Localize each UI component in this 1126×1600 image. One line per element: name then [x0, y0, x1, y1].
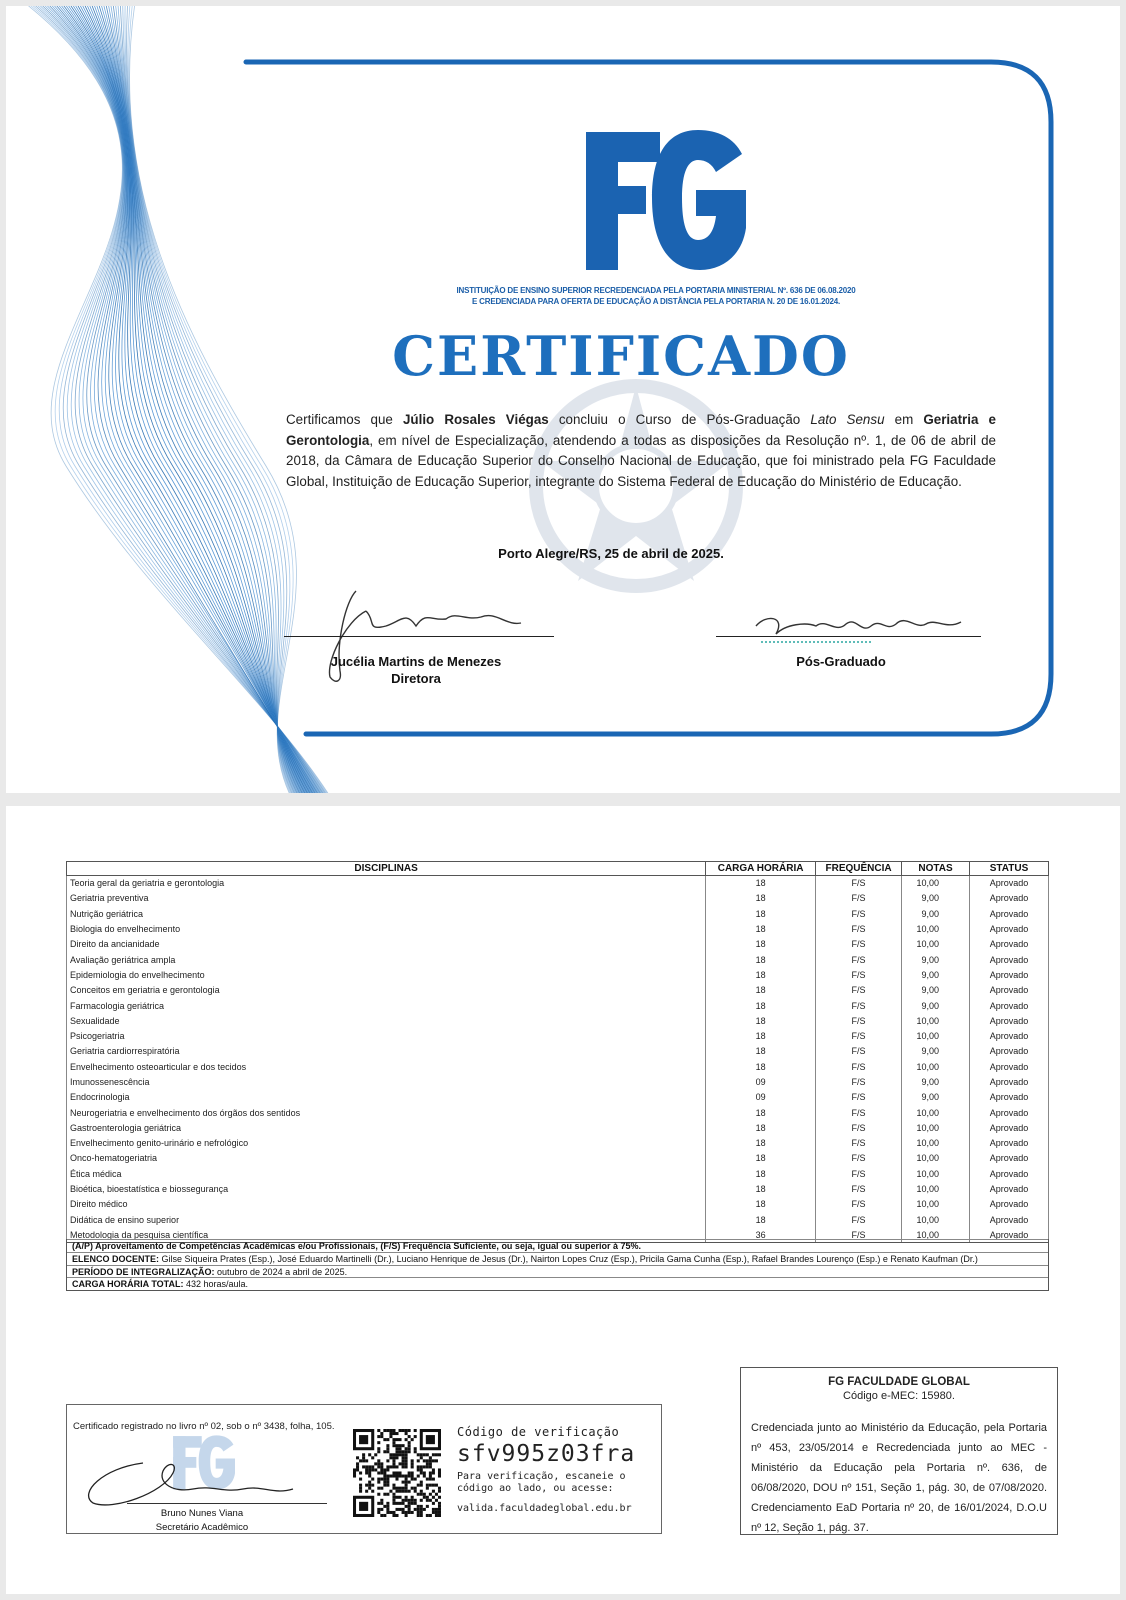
hours-cell: 18 [706, 967, 816, 982]
verification-url[interactable]: valida.faculdadeglobal.edu.br [457, 1503, 632, 1514]
frequency-cell: F/S [816, 1212, 902, 1227]
header-grades: NOTAS [902, 862, 970, 876]
grade-cell: 10,00 [902, 1227, 970, 1242]
hours-cell: 18 [706, 1212, 816, 1227]
status-cell: Aprovado [970, 1181, 1049, 1196]
registration-text: Certificado registrado no livro nº 02, sob o nº 3438, folha, 105. [73, 1421, 335, 1432]
frequency-cell: F/S [816, 952, 902, 967]
verification-block [457, 1425, 657, 1514]
certificate-body [286, 410, 996, 492]
hours-cell: 18 [706, 1136, 816, 1151]
discipline-cell: Avaliação geriátrica ampla [67, 952, 706, 967]
status-cell: Aprovado [970, 1028, 1049, 1043]
grade-cell: 10,00 [902, 1059, 970, 1074]
status-cell: Aprovado [970, 891, 1049, 906]
grade-cell: 9,00 [902, 952, 970, 967]
table-row [67, 1212, 1049, 1227]
status-cell: Aprovado [970, 1227, 1049, 1242]
table-row [67, 1166, 1049, 1181]
hours-cell: 18 [706, 998, 816, 1013]
hours-cell: 18 [706, 983, 816, 998]
frequency-cell: F/S [816, 1090, 902, 1105]
discipline-cell: Metodologia da pesquisa científica [67, 1227, 706, 1242]
table-row [67, 1044, 1049, 1059]
frequency-cell: F/S [816, 1197, 902, 1212]
secretary-signature [73, 1453, 313, 1513]
secretary-role: Secretário Acadêmico [155, 1522, 249, 1533]
status-cell: Aprovado [970, 983, 1049, 998]
frequency-cell: F/S [816, 1105, 902, 1120]
grade-cell: 10,00 [902, 1212, 970, 1227]
frequency-cell: F/S [816, 906, 902, 921]
frequency-cell: F/S [816, 1059, 902, 1074]
institution-line-1: INSTITUIÇÃO DE ENSINO SUPERIOR RECREDENCIADA PELA PORTARIA MINISTERIAL Nº. 636 DE 06.08.2020 [456, 286, 856, 295]
discipline-cell: Endocrinologia [67, 1090, 706, 1105]
body-part-3: em [884, 412, 924, 427]
hours-cell: 18 [706, 1181, 816, 1196]
frequency-cell: F/S [816, 1227, 902, 1242]
grade-cell: 10,00 [902, 1105, 970, 1120]
registration-box [66, 1404, 662, 1534]
transcript-page [6, 806, 1120, 1594]
grade-cell: 9,00 [902, 998, 970, 1013]
status-cell: Aprovado [970, 906, 1049, 921]
discipline-cell: Direito da ancianidade [67, 937, 706, 952]
table-row [67, 1151, 1049, 1166]
grades-table [66, 861, 1049, 1243]
graduate-role: Pós-Graduado [796, 654, 886, 669]
discipline-cell: Psicogeriatria [67, 1028, 706, 1043]
grade-cell: 9,00 [902, 1090, 970, 1105]
table-row [67, 1105, 1049, 1120]
discipline-cell: Onco-hematogeriatria [67, 1151, 706, 1166]
hours-cell: 18 [706, 1197, 816, 1212]
status-cell: Aprovado [970, 1074, 1049, 1089]
table-row [67, 1181, 1049, 1196]
discipline-cell: Farmacologia geriátrica [67, 998, 706, 1013]
discipline-cell: Biologia do envelhecimento [67, 921, 706, 936]
table-row [67, 876, 1049, 891]
director-name: Jucélia Martins de Menezes [330, 654, 502, 669]
verification-label: Código de verificação [457, 1425, 620, 1439]
frequency-cell: F/S [816, 1151, 902, 1166]
frequency-cell: F/S [816, 983, 902, 998]
grade-cell: 9,00 [902, 967, 970, 982]
grade-cell: 9,00 [902, 1044, 970, 1059]
table-row [67, 952, 1049, 967]
frequency-cell: F/S [816, 1074, 902, 1089]
discipline-cell: Bioética, bioestatística e biossegurança [67, 1181, 706, 1196]
grade-cell: 10,00 [902, 1136, 970, 1151]
total-hours-label: CARGA HORÁRIA TOTAL: [72, 1279, 186, 1290]
lato-sensu: Lato Sensu [810, 412, 885, 427]
discipline-cell: Teoria geral da geriatria e gerontologia [67, 876, 706, 891]
faculty-row [67, 1252, 1048, 1265]
table-header-row [67, 862, 1049, 876]
table-row [67, 1013, 1049, 1028]
secretary-name: Bruno Nunes Viana [160, 1508, 244, 1519]
table-row [67, 1120, 1049, 1135]
period-row [67, 1265, 1048, 1278]
verification-qr-code[interactable] [353, 1429, 441, 1517]
frequency-cell: F/S [816, 998, 902, 1013]
grade-cell: 9,00 [902, 983, 970, 998]
grade-cell: 9,00 [902, 906, 970, 921]
institution-line-2: E CREDENCIADA PARA OFERTA DE EDUCAÇÃO A DISTÂNCIA PELA PORTARIA N. 20 DE 16.01.2024. [472, 297, 840, 306]
status-cell: Aprovado [970, 952, 1049, 967]
status-cell: Aprovado [970, 1197, 1049, 1212]
verification-code: sfv995z03fra [457, 1441, 636, 1467]
institution-name: FG FACULDADE GLOBAL [828, 1376, 970, 1388]
status-cell: Aprovado [970, 1166, 1049, 1181]
hours-cell: 18 [706, 1028, 816, 1043]
discipline-cell: Ética médica [67, 1166, 706, 1181]
grade-cell: 10,00 [902, 1181, 970, 1196]
hours-cell: 18 [706, 1059, 816, 1074]
fg-logo [586, 124, 756, 274]
table-row [67, 1197, 1049, 1212]
hours-cell: 18 [706, 1120, 816, 1135]
hours-cell: 18 [706, 1044, 816, 1059]
frequency-cell: F/S [816, 1028, 902, 1043]
grade-cell: 10,00 [902, 1028, 970, 1043]
hours-cell: 18 [706, 1013, 816, 1028]
grade-cell: 10,00 [902, 1197, 970, 1212]
status-cell: Aprovado [970, 1105, 1049, 1120]
frequency-cell: F/S [816, 967, 902, 982]
table-row [67, 891, 1049, 906]
header-hours: CARGA HORÁRIA [706, 862, 816, 876]
frequency-cell: F/S [816, 1044, 902, 1059]
faculty-list: Gilse Siqueira Prates (Esp.), José Eduardo Martinelli (Dr.), Luciano Henrique de Jesus (Dr.), Nairton Lopes Cruz (Esp.), Pricila Gama Cunha (Esp.), Rafael Brandes Lourenço (Esp.) e Renato Kaufman (Dr.) [161, 1253, 978, 1264]
table-row [67, 998, 1049, 1013]
discipline-cell: Nutrição geriátrica [67, 906, 706, 921]
period-label: PERÍODO DE INTEGRALIZAÇÃO: [72, 1266, 218, 1277]
frequency-cell: F/S [816, 891, 902, 906]
grade-cell: 10,00 [902, 1151, 970, 1166]
total-hours-row [67, 1277, 1048, 1290]
period-value: outubro de 2024 a abril de 2025. [217, 1266, 348, 1277]
hours-cell: 18 [706, 921, 816, 936]
status-cell: Aprovado [970, 921, 1049, 936]
grade-cell: 10,00 [902, 1120, 970, 1135]
secretary-signature-line [127, 1503, 327, 1504]
frequency-cell: F/S [816, 921, 902, 936]
frequency-cell: F/S [816, 1120, 902, 1135]
hours-cell: 18 [706, 1151, 816, 1166]
frequency-cell: F/S [816, 1136, 902, 1151]
discipline-cell: Envelhecimento osteoarticular e dos tecidos [67, 1059, 706, 1074]
grade-cell: 9,00 [902, 1074, 970, 1089]
discipline-cell: Imunossenescência [67, 1074, 706, 1089]
status-cell: Aprovado [970, 937, 1049, 952]
table-row [67, 937, 1049, 952]
table-row [67, 1074, 1049, 1089]
director-signature-line [284, 636, 554, 637]
legend-text: (A/P) Aproveitamento de Competências Acadêmicas e/ou Profissionais, (F/S) Frequência Suficiente, ou seja, igual ou superior à 75%. [72, 1241, 641, 1251]
status-cell: Aprovado [970, 1090, 1049, 1105]
issue-date: Porto Alegre/RS, 25 de abril de 2025. [498, 546, 724, 561]
status-cell: Aprovado [970, 1120, 1049, 1135]
hours-cell: 09 [706, 1074, 816, 1089]
discipline-cell: Direito médico [67, 1197, 706, 1212]
status-cell: Aprovado [970, 1136, 1049, 1151]
grade-cell: 9,00 [902, 891, 970, 906]
frequency-cell: F/S [816, 876, 902, 891]
status-cell: Aprovado [970, 998, 1049, 1013]
course-name: Geriatria e Gerontologia [286, 412, 996, 448]
graduate-signature-line [716, 636, 981, 637]
table-row [67, 906, 1049, 921]
status-cell: Aprovado [970, 1013, 1049, 1028]
hours-cell: 18 [706, 952, 816, 967]
certificate-title: CERTIFICADO [392, 324, 850, 388]
hours-cell: 18 [706, 1105, 816, 1120]
grade-cell: 10,00 [902, 876, 970, 891]
table-row [67, 983, 1049, 998]
student-name: Júlio Rosales Viégas [402, 412, 549, 427]
hours-cell: 09 [706, 1090, 816, 1105]
status-cell: Aprovado [970, 967, 1049, 982]
discipline-cell: Neurogeriatria e envelhecimento dos órgãos dos sentidos [67, 1105, 706, 1120]
frequency-cell: F/S [816, 937, 902, 952]
table-row [67, 921, 1049, 936]
table-row [67, 1028, 1049, 1043]
discipline-cell: Sexualidade [67, 1013, 706, 1028]
status-cell: Aprovado [970, 876, 1049, 891]
hours-cell: 36 [706, 1227, 816, 1242]
header-disciplines: DISCIPLINAS [67, 862, 706, 876]
frequency-cell: F/S [816, 1181, 902, 1196]
hours-cell: 18 [706, 906, 816, 921]
institution-box [740, 1367, 1058, 1535]
status-cell: Aprovado [970, 1151, 1049, 1166]
status-cell: Aprovado [970, 1044, 1049, 1059]
legend-row [67, 1239, 1048, 1252]
institution-emec-code: Código e-MEC: 15980. [843, 1390, 955, 1402]
graduate-signature [746, 604, 986, 649]
grade-cell: 10,00 [902, 921, 970, 936]
body-part-1: Certificamos que [286, 412, 403, 427]
discipline-cell: Geriatria preventiva [67, 891, 706, 906]
header-status: STATUS [970, 862, 1049, 876]
institution-accreditation: Credenciada junto ao Ministério da Educação, pela Portaria nº 453, 23/05/2014 e Recredenciada junto ao MEC - Ministério da Educação pela Portaria nº. 636, de 06/08/2020, DOU nº 151, Seção 1, pág. 30, de 07/08/2020. Credenciamento EaD Portaria nº 20, de 16/01/2024, D.O.U nº 12, Seção 1, pág. 37. [751, 1422, 1047, 1534]
table-row [67, 1090, 1049, 1105]
grade-cell: 10,00 [902, 1166, 970, 1181]
discipline-cell: Conceitos em geriatria e gerontologia [67, 983, 706, 998]
hours-cell: 18 [706, 937, 816, 952]
hours-cell: 18 [706, 1166, 816, 1181]
status-cell: Aprovado [970, 1212, 1049, 1227]
discipline-cell: Gastroenterologia geriátrica [67, 1120, 706, 1135]
discipline-cell: Geriatria cardiorrespiratória [67, 1044, 706, 1059]
body-part-2: concluiu o Curso de Pós-Graduação [548, 412, 811, 427]
transcript-notes [66, 1239, 1049, 1291]
table-row [67, 1059, 1049, 1074]
discipline-cell: Didática de ensino superior [67, 1212, 706, 1227]
discipline-cell: Epidemiologia do envelhecimento [67, 967, 706, 982]
table-row [67, 1136, 1049, 1151]
header-frequency: FREQUÊNCIA [816, 862, 902, 876]
table-row [67, 967, 1049, 982]
secretary-block [137, 1507, 267, 1535]
body-part-4: , em nível de Especialização, atendendo a todas as disposições da Resolução nº. 1, de 06 de abril de 2018, da Câmara de Educação Superior do Conselho Nacional de Educação, que foi ministrado pela FG Faculdade Global, Instituição de Educação Superior, integrante do Sistema Federal de Educação do Ministério de Educação. [286, 432, 996, 489]
discipline-cell: Envelhecimento genito-urinário e nefrológico [67, 1136, 706, 1151]
hours-cell: 18 [706, 876, 816, 891]
total-hours-value: 432 horas/aula. [186, 1279, 249, 1290]
hours-cell: 18 [706, 891, 816, 906]
certificate-page [6, 6, 1120, 793]
grade-cell: 10,00 [902, 937, 970, 952]
grade-cell: 10,00 [902, 1013, 970, 1028]
director-role: Diretora [391, 671, 441, 686]
faculty-label: ELENCO DOCENTE: [72, 1253, 162, 1264]
status-cell: Aprovado [970, 1059, 1049, 1074]
frequency-cell: F/S [816, 1166, 902, 1181]
verification-instructions: Para verificação, escaneie o código ao lado, ou acesse: [457, 1471, 626, 1494]
frequency-cell: F/S [816, 1013, 902, 1028]
